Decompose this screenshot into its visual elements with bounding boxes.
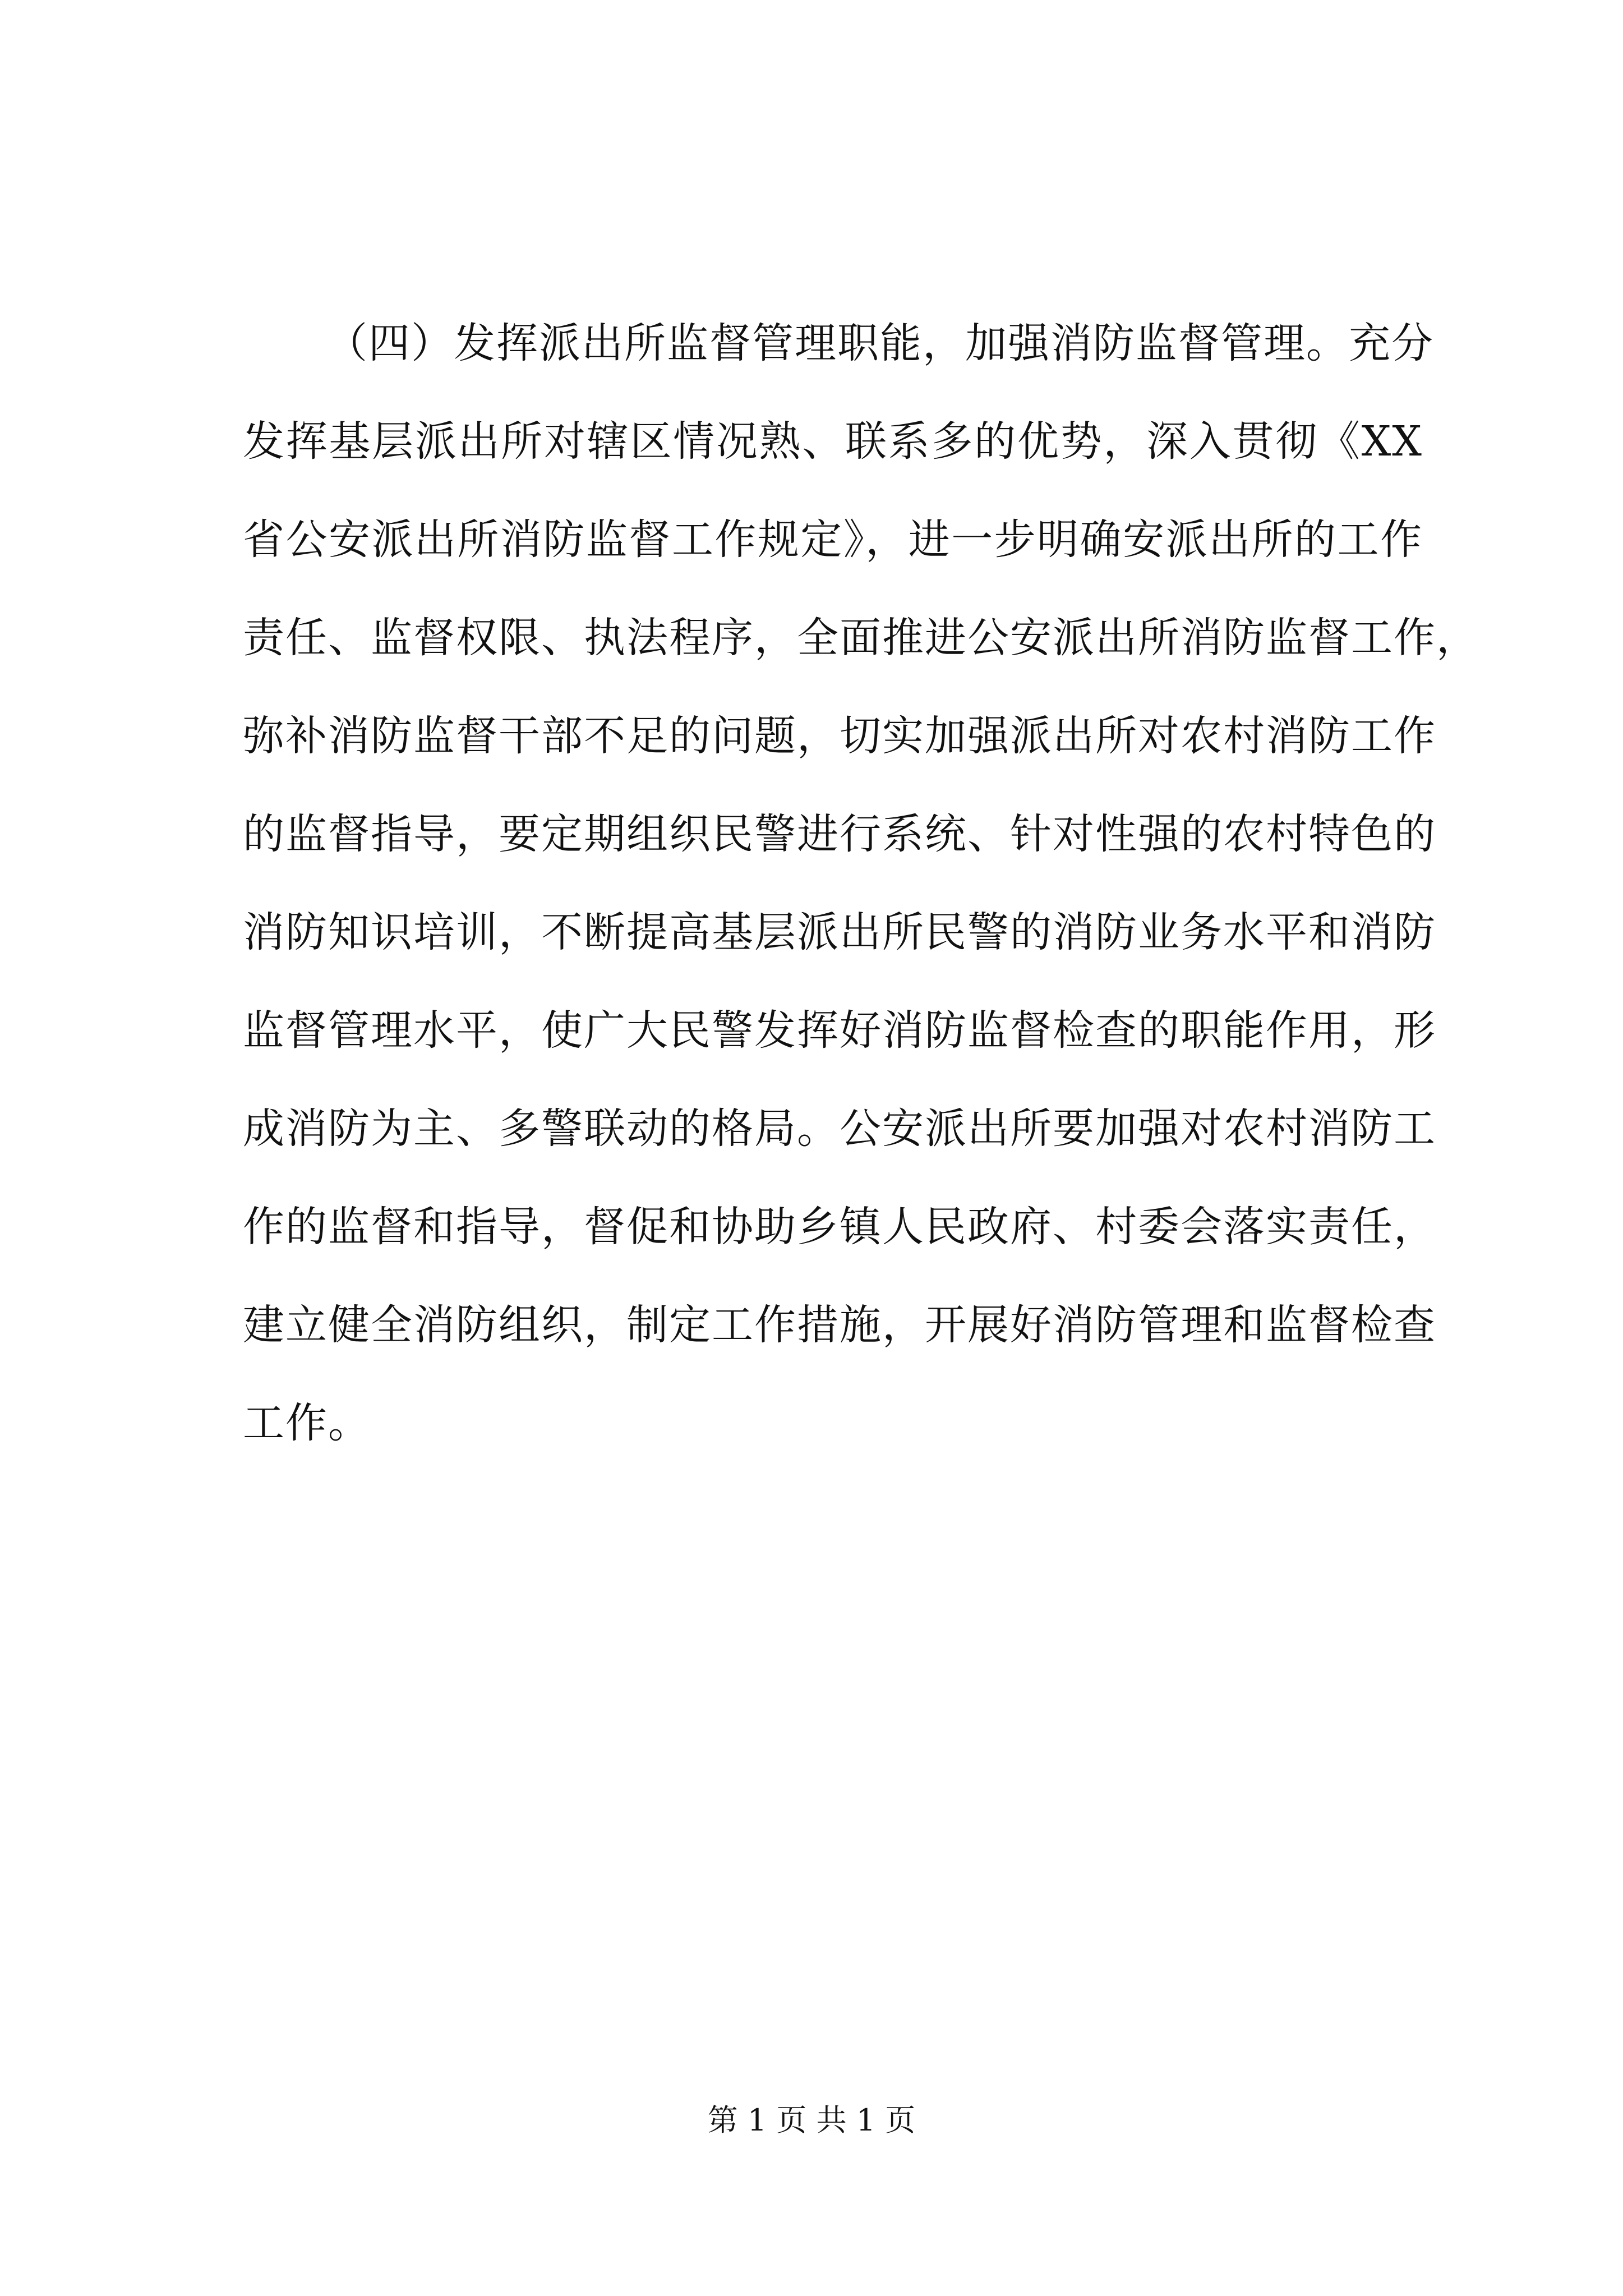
paragraph-line: 发挥基层派出所对辖区情况熟、联系多的优势，深入贯彻《XX — [243, 417, 1423, 466]
paragraph-line: 省公安派出所消防监督工作规定》，进一步明确安派出所的工作 — [243, 516, 1423, 564]
paragraph-line: 成消防为主、多警联动的格局。公安派出所要加强对农村消防工 — [243, 1105, 1436, 1153]
paragraph-line: 监督管理水平，使广大民警发挥好消防监督检查的职能作用，形 — [243, 1006, 1436, 1055]
paragraph-line: 的监督指导，要定期组织民警进行系统、针对性强的农村特色的 — [243, 810, 1436, 858]
body-paragraph — [243, 295, 1479, 1473]
paragraph-line: （四）发挥派出所监督管理职能，加强消防监督管理。充分 — [326, 319, 1434, 367]
page-number-footer: 第 1 页 共 1 页 — [707, 2102, 916, 2138]
paragraph-line: 建立健全消防组织，制定工作措施，开展好消防管理和监督检查 — [243, 1301, 1436, 1349]
paragraph-line: 作的监督和指导，督促和协助乡镇人民政府、村委会落实责任， — [243, 1203, 1436, 1251]
paragraph-line: 工作。 — [243, 1399, 371, 1447]
paragraph-line: 弥补消防监督干部不足的问题，切实加强派出所对农村消防工作 — [243, 712, 1436, 760]
paragraph-line: 责任、监督权限、执法程序，全面推进公安派出所消防监督工作， — [243, 614, 1479, 662]
paragraph-line: 消防知识培训，不断提高基层派出所民警的消防业务水平和消防 — [243, 908, 1436, 956]
